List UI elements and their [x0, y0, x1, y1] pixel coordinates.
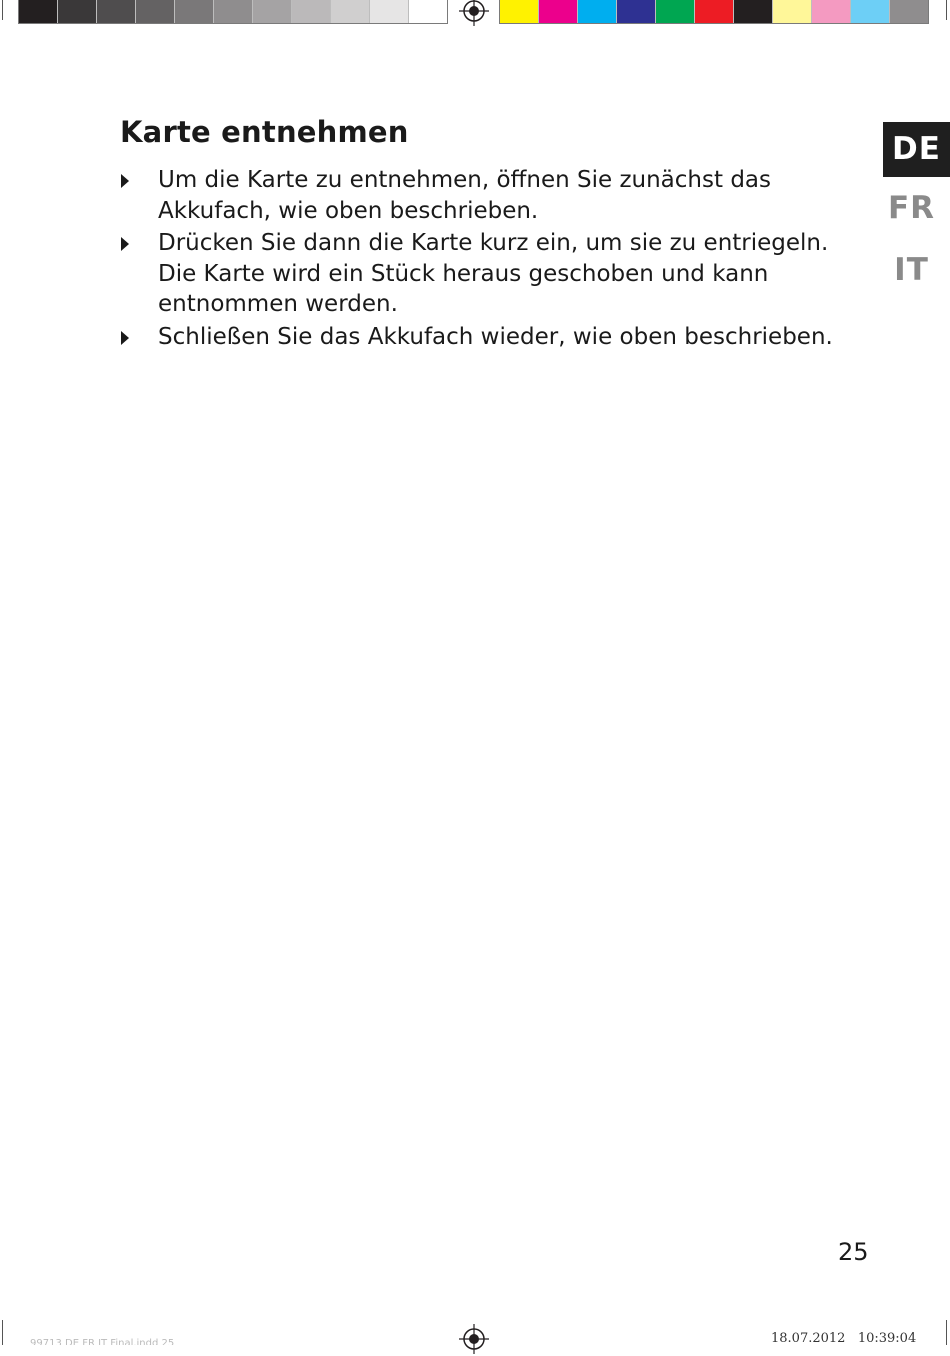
color-swatch — [253, 0, 292, 23]
color-swatch — [409, 0, 447, 23]
language-tab-fr: FR — [887, 190, 936, 226]
list-item-text: Um die Karte zu entnehmen, öffnen Sie zunächst das Akkufach, wie oben beschrieben. — [158, 167, 771, 224]
registration-mark-icon — [457, 0, 491, 28]
list-item-text: Schließen Sie das Akkufach wieder, wie oben beschrieben. — [158, 323, 833, 350]
registration-mark-icon — [457, 1322, 491, 1356]
color-swatch — [97, 0, 136, 23]
color-swatch — [812, 0, 851, 23]
crop-mark-bottom-right — [946, 1320, 947, 1345]
language-tab-de: DE — [883, 122, 950, 177]
page-number: 25 — [838, 1238, 869, 1266]
color-swatch — [500, 0, 539, 23]
instruction-list — [120, 165, 870, 354]
color-swatch — [175, 0, 214, 23]
language-tab-it: IT — [894, 252, 929, 288]
color-swatch — [578, 0, 617, 23]
color-swatch — [214, 0, 253, 23]
crop-mark-top-left — [2, 0, 3, 20]
crop-mark-bottom-left — [2, 1320, 3, 1345]
list-item — [120, 228, 870, 320]
grayscale-color-bar — [18, 0, 448, 24]
color-swatch — [695, 0, 734, 23]
bullet-arrow-icon — [121, 331, 129, 345]
footer-print-date: 18.07.2012 10:39:04 — [771, 1331, 917, 1346]
bullet-arrow-icon — [121, 174, 129, 188]
color-swatch — [734, 0, 773, 23]
color-swatch — [539, 0, 578, 23]
process-color-bar — [499, 0, 929, 24]
section-heading: Karte entnehmen — [120, 115, 409, 149]
list-item-text: Drücken Sie dann die Karte kurz ein, um sie zu entriegeln. Die Karte wird ein Stück heraus geschoben und kann entnommen werden. — [158, 230, 829, 317]
list-item — [120, 165, 870, 226]
color-swatch — [136, 0, 175, 23]
list-item — [120, 322, 870, 353]
color-swatch — [58, 0, 97, 23]
color-swatch — [617, 0, 656, 23]
color-swatch — [331, 0, 370, 23]
color-swatch — [851, 0, 890, 23]
color-swatch — [370, 0, 409, 23]
color-swatch — [19, 0, 58, 23]
footer-file-slug: 99713 DE FR IT Final.indd 25 — [30, 1338, 175, 1345]
color-swatch — [890, 0, 928, 23]
bullet-arrow-icon — [121, 237, 129, 251]
crop-mark-top-right — [946, 0, 947, 20]
color-swatch — [656, 0, 695, 23]
color-swatch — [292, 0, 331, 23]
color-swatch — [773, 0, 812, 23]
